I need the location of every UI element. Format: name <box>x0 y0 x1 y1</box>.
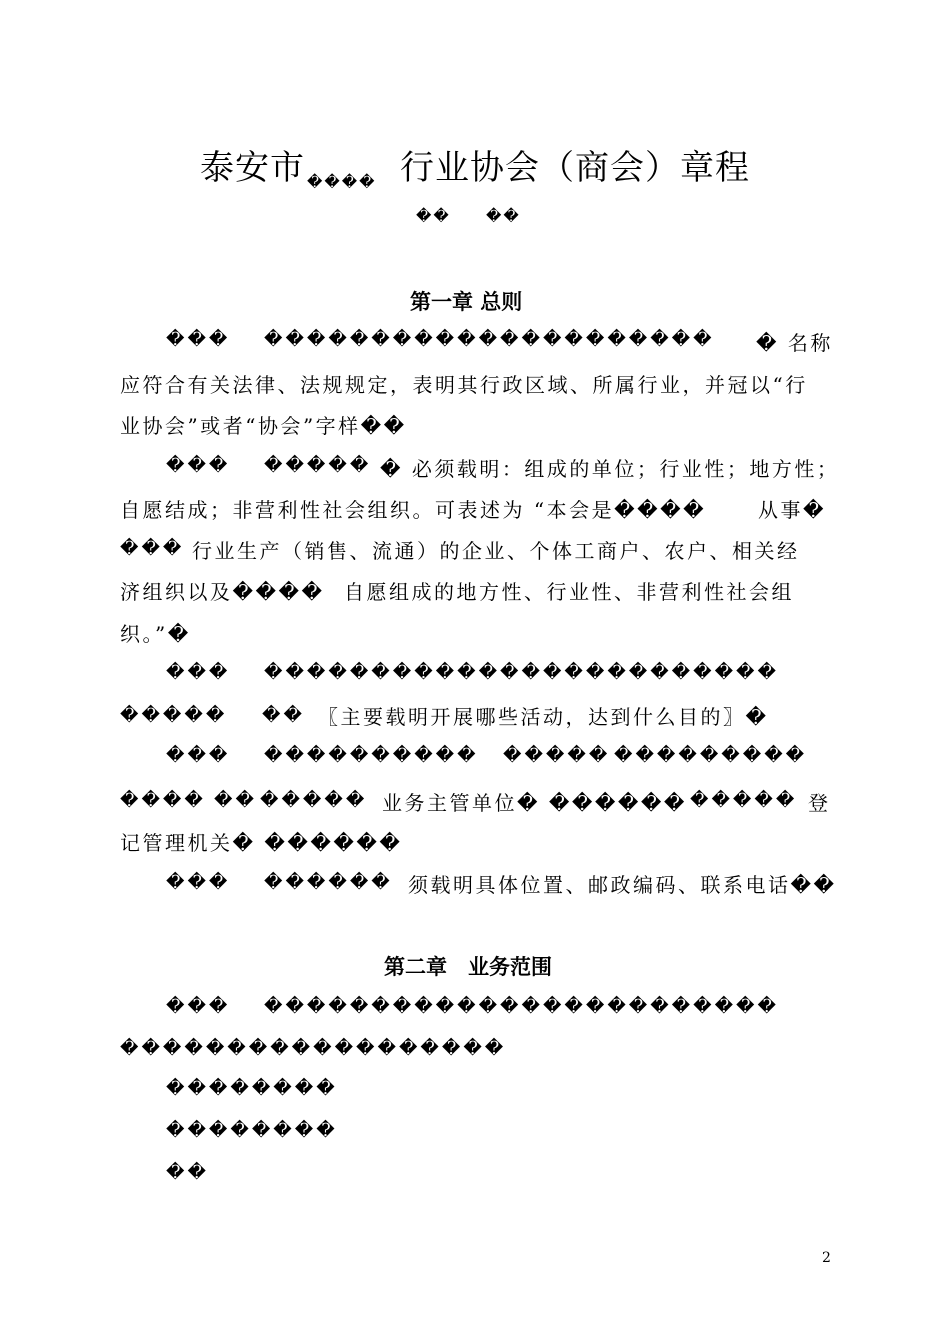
a2-text-right: � 必须载明：组成的单位；行业性；地方性； <box>380 457 840 481</box>
title-prefix: 泰安市 <box>200 148 305 188</box>
subtitle-right: �� <box>486 207 521 225</box>
a4-text-mid: ���������� <box>264 745 479 766</box>
b1-line3: �������� <box>166 1078 338 1099</box>
subtitle-left: �� <box>416 207 451 225</box>
a4-line2-f: 登 <box>808 791 831 815</box>
b1-line4: �������� <box>166 1120 338 1141</box>
a3-line2-mid: �� <box>262 705 305 726</box>
a2-text-mid: ����� <box>264 455 372 476</box>
title-subscript: ���� <box>307 173 377 191</box>
a1-line3: 业协会”或者“协会”字样�� <box>120 414 407 438</box>
a5-text-right: 须载明具体位置、邮政编码、联系电话�� <box>408 873 837 897</box>
a1-text-right: � 名称 <box>756 331 833 355</box>
a4-label: ��� <box>166 745 231 766</box>
b1-line5: �� <box>166 1162 209 1183</box>
a3-text-mid: ������������������������ <box>264 662 779 683</box>
chapter2-heading: 第二章 业务范围 <box>384 955 552 979</box>
a4-line3: 记管理机关� ������ <box>120 831 403 855</box>
a2-line2: 自愿结成；非营利性社会组织。可表述为 “本会是���� <box>120 498 707 522</box>
a4-line2-d: 业务主管单位� ������ <box>382 791 687 815</box>
b1-label: ��� <box>166 996 231 1017</box>
a4-text-right: ��������� <box>614 745 808 766</box>
a3-line2-right: 〖主要载明开展哪些活动，达到什么目的〗� <box>318 705 769 729</box>
a4-line2-c: ����� <box>260 790 368 811</box>
a2-label: ��� <box>166 455 231 476</box>
b1-text-mid: ������������������������ <box>264 996 779 1017</box>
a2-line3-left: ��� <box>120 538 185 559</box>
a4-line2-b: �� <box>214 790 257 811</box>
a3-label: ��� <box>166 662 231 683</box>
page-number: 2 <box>822 1250 831 1266</box>
a2-line3-right: 行业生产（销售、流通）的企业、个体工商户、农户、相关经 <box>192 539 800 563</box>
a4-line2-e: ����� <box>690 790 798 811</box>
b1-line2: ������������������ <box>120 1038 507 1059</box>
a2-line4-right: 自愿组成的地方性、行业性、非营利性社会组 <box>344 580 794 604</box>
a1-label: ��� <box>166 329 231 350</box>
a4-line2-a: ���� <box>120 790 206 811</box>
a2-line5: 织。”� <box>120 622 191 646</box>
page-title: 行业协会（商会）章程 <box>400 148 750 188</box>
a4-text-mid2: ����� <box>503 745 611 766</box>
a5-text-mid: ������ <box>264 872 393 893</box>
a1-line2: 应符合有关法律、法规规定，表明其行政区域、所属行业，并冠以“行 <box>120 373 808 397</box>
a5-label: ��� <box>166 872 231 893</box>
chapter1-heading: 第一章 总则 <box>410 290 523 314</box>
a2-line4-left: 济组织以及���� <box>120 580 325 604</box>
a2-line2-right: 从事� <box>758 498 827 522</box>
a1-text-mid: ��������������������� <box>264 329 715 350</box>
a3-line2-left: ����� <box>120 705 228 726</box>
